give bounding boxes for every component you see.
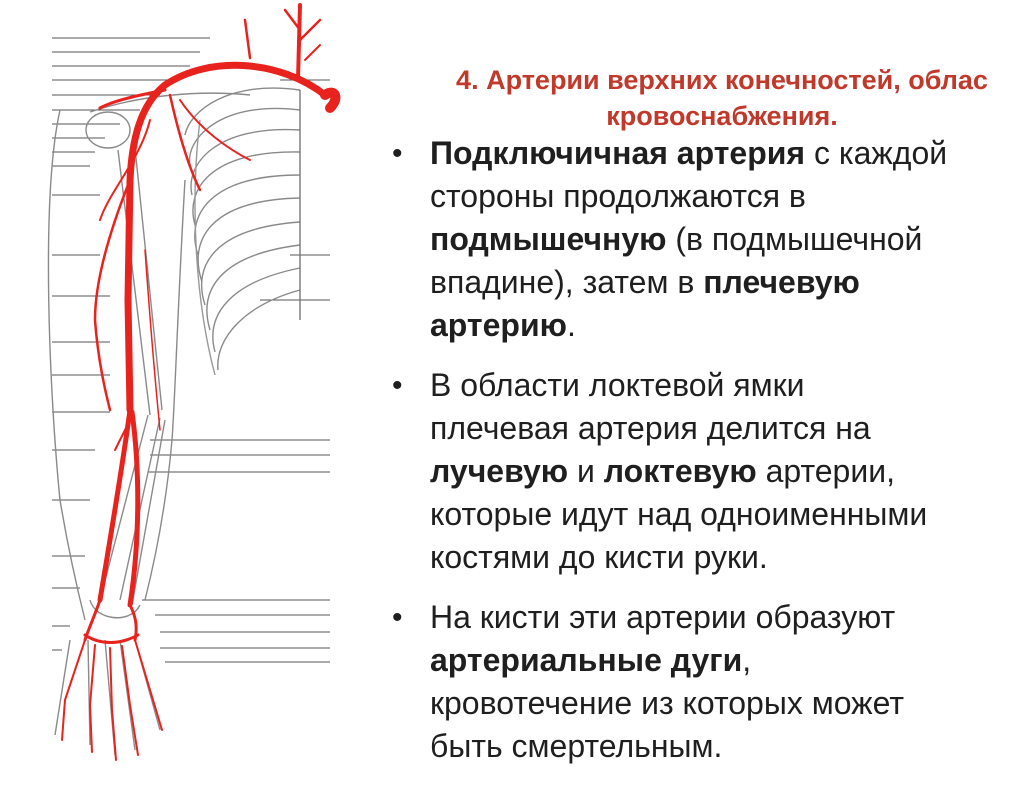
bullet-marker: • xyxy=(392,369,403,402)
bullet-text: артерии, xyxy=(756,453,895,489)
bullet-text: которые идут над одноименными xyxy=(430,496,928,532)
bullet-bold-text: артерию xyxy=(430,307,567,343)
bullet-line xyxy=(430,596,1024,639)
bullet-bold-text: лучевую xyxy=(430,453,569,489)
bullet-text: быть смертельным. xyxy=(430,728,723,764)
bullet-text: плечевая артерия делится на xyxy=(430,410,871,446)
bullet-line xyxy=(430,218,1024,261)
bullet-bold-text: локтевую xyxy=(603,453,757,489)
bullet-text: , xyxy=(742,642,752,678)
bullet-bold-text: плечевую xyxy=(703,264,860,300)
slide-title-line-1: 4. Артерии верхних конечностей, облас xyxy=(456,65,988,95)
leader-lines xyxy=(52,38,330,662)
bullet-line xyxy=(430,493,1024,536)
bullet-item xyxy=(392,132,1024,347)
arm-arteries-illustration xyxy=(0,0,345,767)
bullet-line xyxy=(430,364,1024,407)
bullet-line xyxy=(430,725,1024,768)
bullet-list xyxy=(392,132,1024,785)
bullet-text: В области локтевой ямки xyxy=(430,367,805,403)
arteries xyxy=(62,5,335,760)
bullet-line xyxy=(430,450,1024,493)
bullet-line xyxy=(430,261,1024,304)
bullet-item xyxy=(392,364,1024,579)
bullet-text: костями до кисти руки. xyxy=(430,539,768,575)
bullet-line xyxy=(430,682,1024,725)
bullet-item xyxy=(392,596,1024,768)
bullet-line xyxy=(430,175,1024,218)
bullet-marker: • xyxy=(392,601,403,634)
bullet-text: (в подмышечной xyxy=(666,221,923,257)
bullet-line xyxy=(430,407,1024,450)
bullet-text: кровотечение из которых может xyxy=(430,685,904,721)
slide-title-line-2: кровоснабжения. xyxy=(606,101,838,131)
bullet-text: стороны продолжаются в xyxy=(430,178,806,214)
bullet-line xyxy=(430,639,1024,682)
bullet-bold-text: подмышечную xyxy=(430,221,667,257)
bullet-text: На кисти эти артерии образуют xyxy=(430,599,896,635)
bullet-bold-text: артериальные дуги xyxy=(430,642,743,678)
bullet-text: с каждой xyxy=(805,135,948,171)
bullet-text: . xyxy=(566,307,576,343)
bullet-bold-text: Подключичная артерия xyxy=(430,135,806,171)
bullet-line xyxy=(430,132,1024,175)
rib-cage xyxy=(185,88,300,375)
bullet-text: и xyxy=(568,453,604,489)
bullet-line xyxy=(430,536,1024,579)
bullet-text: впадине), затем в xyxy=(430,264,704,300)
bullet-line xyxy=(430,304,1024,347)
bullet-marker: • xyxy=(392,137,403,170)
slide-title xyxy=(392,62,1024,134)
